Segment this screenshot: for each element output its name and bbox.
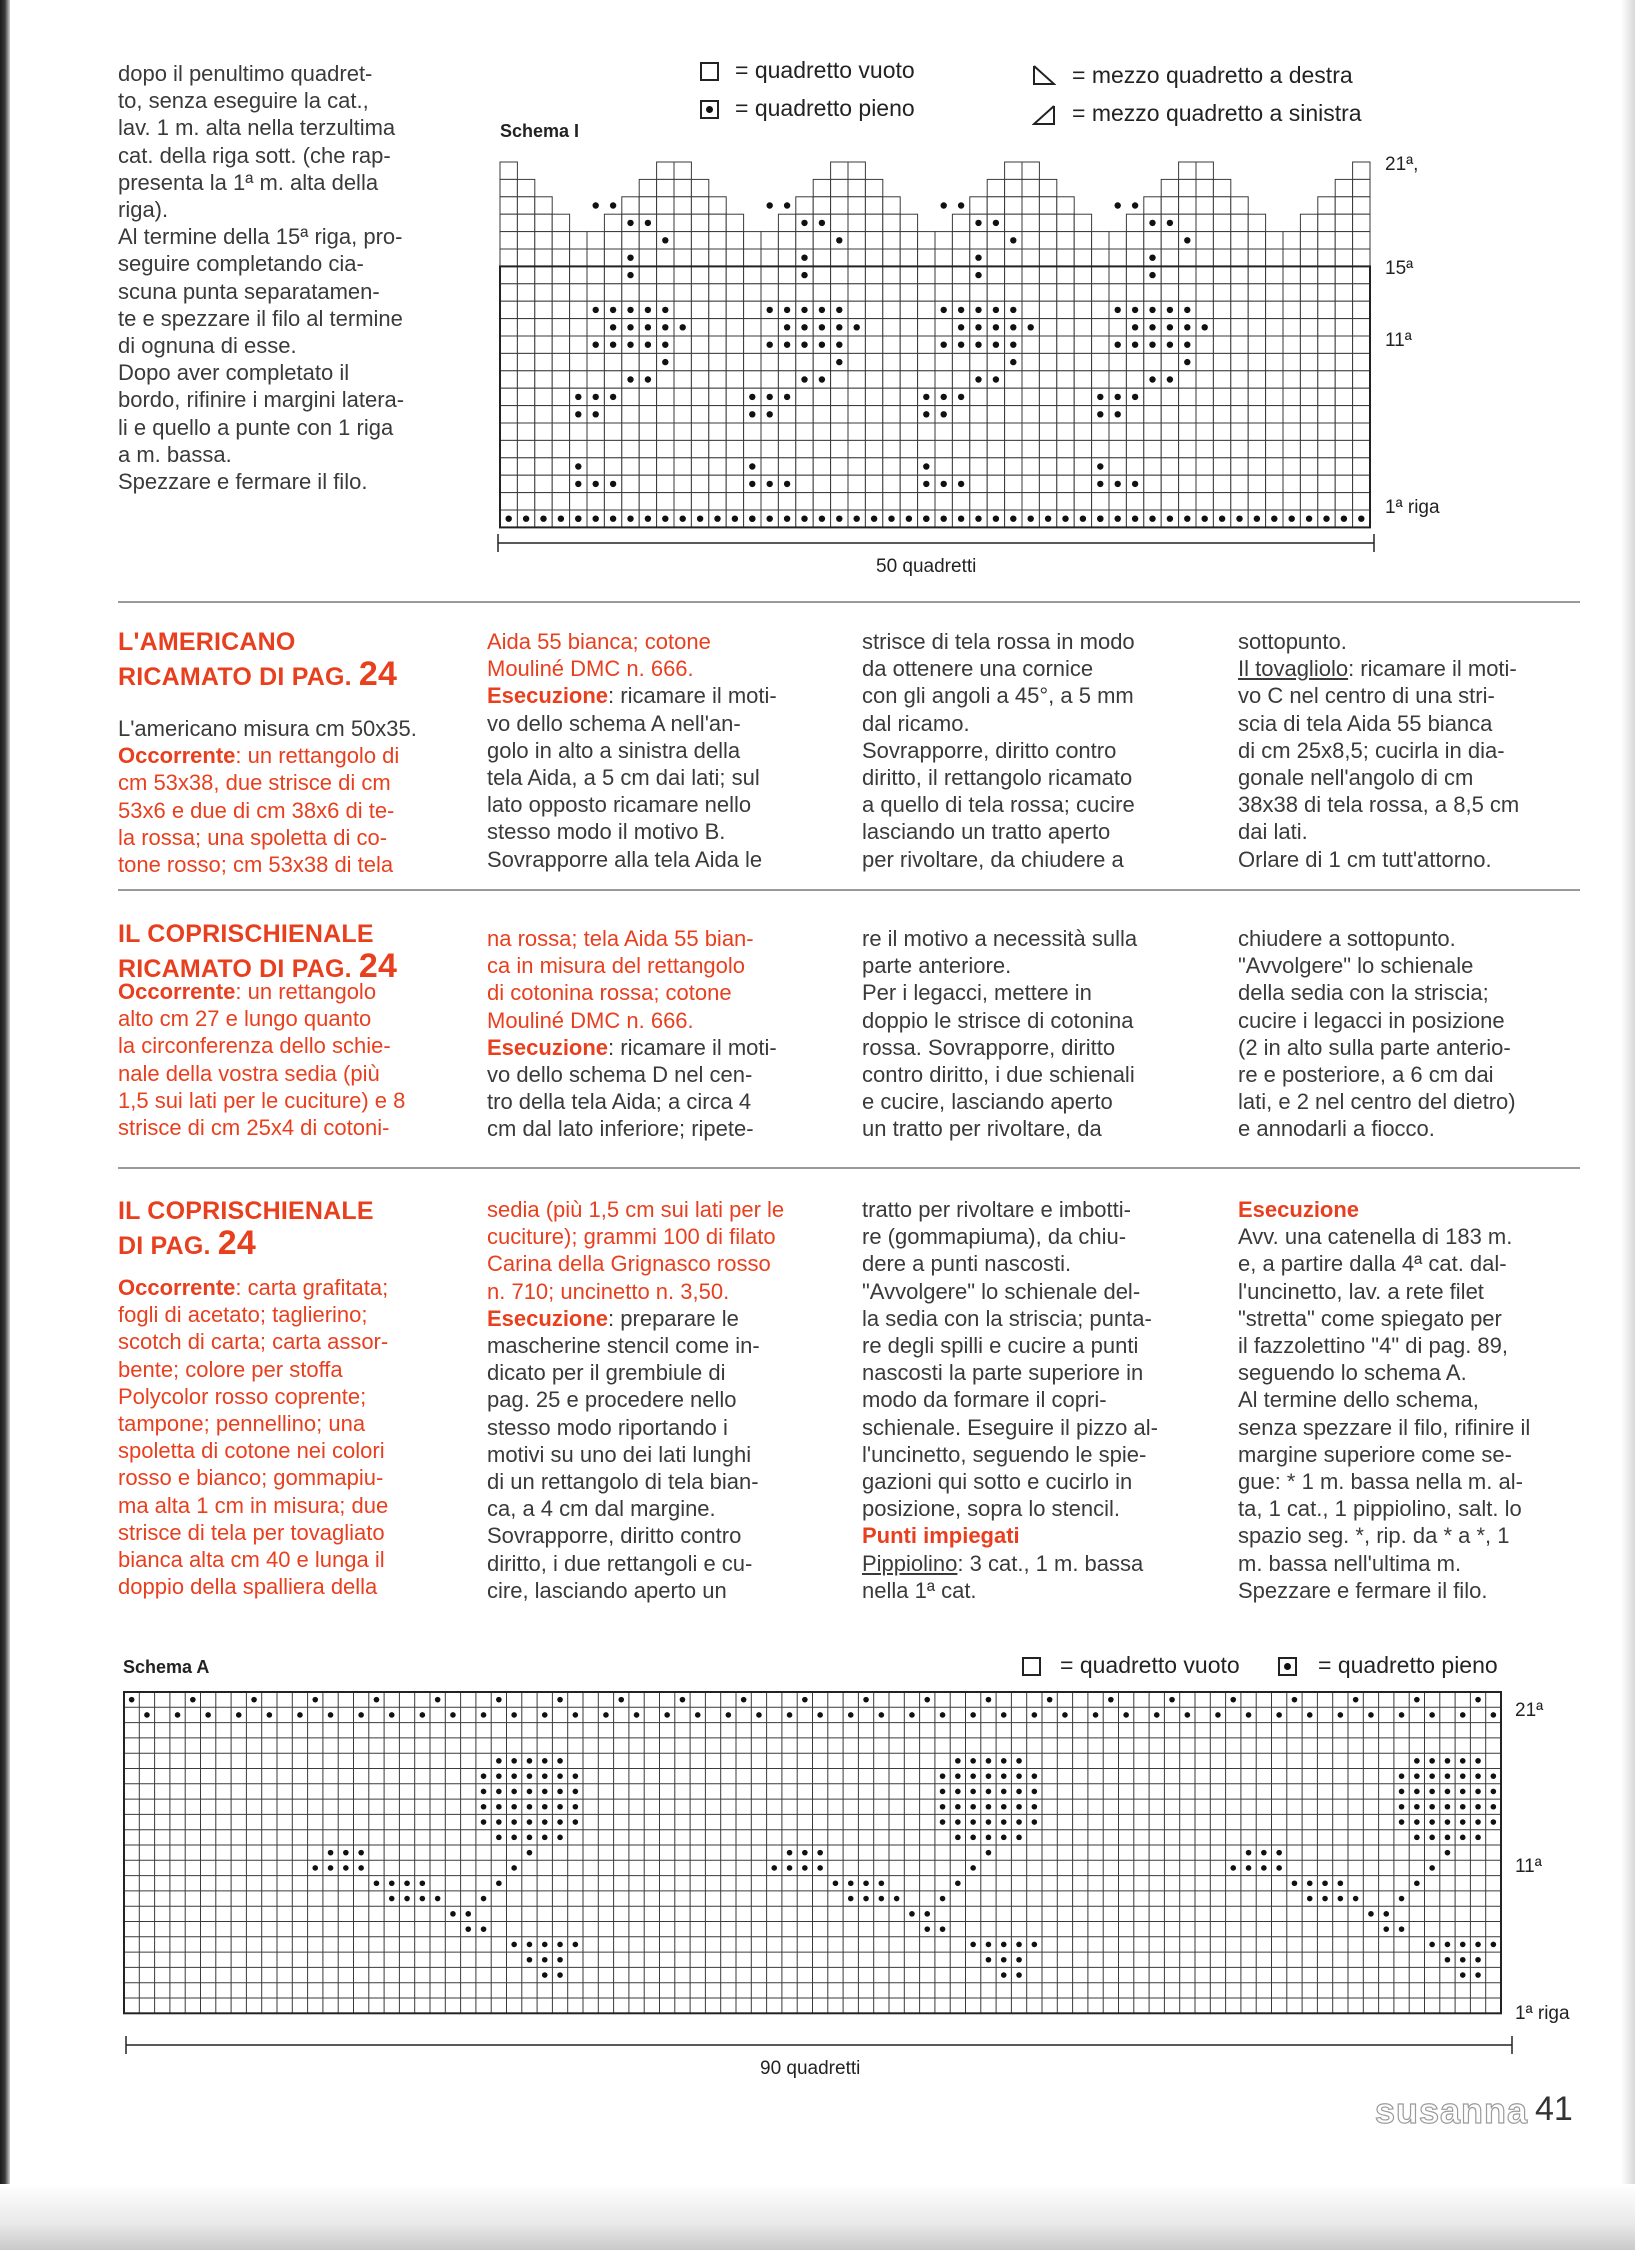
coprischienale2-col2: sedia (più 1,5 cm sui lati per le cuciture); grammi 100 di filato Carina della Grignasco rosso n. 710; uncinetto n. 3,50. Esecuzione: preparare le mascherine stencil come in- dicato per il grembiule di pag. 25 e procedere nello stesso modo riportando i motivi su uno dei lati lunghi di un rettangolo di tela bian- ca, a 4 cm dal margine. Sovrapporre, diritto contro diritto, i due rettangoli e cu- cire, lasciando aperto un [487, 1197, 785, 1603]
page-right-shadow [1621, 0, 1635, 2250]
schema-i-width-bar [496, 532, 1376, 554]
full-square-legend-icon [700, 100, 719, 119]
legend-empty: = quadretto vuoto [735, 57, 915, 83]
half-square-left-icon [1032, 104, 1056, 126]
schema-a-width-label: 90 quadretti [760, 2058, 861, 2079]
coprischienale1-col1: Occorrente: un rettangolo alto cm 27 e lungo quanto la circonferenza dello schie- nale della vostra sedia (più 1,5 sui lati per le cuciture) e 8 strisce di cm 25x4 di cotoni- [118, 979, 406, 1141]
schema-a-row-21: 21ª [1515, 1700, 1544, 1721]
schema-i-row-11: 11ª [1385, 330, 1412, 351]
schema-a-legend-full: = quadretto pieno [1318, 1652, 1498, 1678]
legend-half-left: = mezzo quadretto a sinistra [1072, 100, 1362, 126]
schema-i-row-21: 21ª, [1385, 154, 1419, 175]
page-number: 41 [1535, 2090, 1573, 2128]
schema-i-chart [490, 150, 1380, 530]
coprischienale2-col3: tratto per rivoltare e imbotti- re (gommapiuma), da chiu- dere a punti nascosti. "Avvolgere" lo schienale del- la sedia con la striscia; punta- re degli spilli e cucire a punti nascosti la parte superiore in modo da formare il copri- schienale. Eseguire il pizzo al- l'uncinetto, seguendo le spie- gazioni qui sotto e cucirlo in posizione, sopra lo stencil. Punti impiegati Pippiolino: 3 cat., 1 m. bassa nella 1ª cat. [862, 1197, 1158, 1603]
schema-i-width-label: 50 quadretti [876, 556, 977, 577]
section-divider [118, 889, 1580, 891]
legend-half-right: = mezzo quadretto a destra [1072, 62, 1353, 88]
schema-i-title: Schema I [500, 121, 580, 141]
schema-a-row-11: 11ª [1515, 1856, 1542, 1877]
half-square-right-icon [1032, 64, 1056, 86]
americano-col1: L'americano misura cm 50x35. Occorrente: un rettangolo di cm 53x38, due strisce di cm 53x6 e due di cm 38x6 di te- la rossa; una spoletta di co- tone rosso; cm 53x38 di tela [118, 716, 417, 878]
schema-a-width-bar [124, 2034, 1514, 2056]
full-square-legend-icon [1278, 1657, 1297, 1676]
section-divider [118, 601, 1580, 603]
coprischienale1-title: IL COPRISCHIENALE RICAMATO DI PAG. 24 [118, 920, 398, 985]
coprischienale2-col4: Esecuzione Avv. una catenella di 183 m. e, a partire dalla 4ª cat. dal- l'uncinetto, lav. a rete filet "stretta" come spiegato per il fazzolettino "4" di pag. 89, seguendo lo schema A. Al termine dello schema, senza spezzare il filo, rifinire il margine superiore come se- gue: * 1 m. bassa nella m. al- ta, 1 cat., 1 pippiolino, salt. lo spazio seg. *, rip. da * a *, 1 m. bassa nell'ultima m. Spezzare e fermare il filo. [1238, 1197, 1531, 1603]
schema-a-row-1: 1ª riga [1515, 2003, 1570, 2024]
coprischienale2-title: IL COPRISCHIENALE DI PAG. 24 [118, 1197, 374, 1262]
americano-title: L'AMERICANO RICAMATO DI PAG. 24 [118, 628, 398, 693]
empty-square-legend-icon [1022, 1657, 1041, 1676]
page-bottom-shadow [0, 2184, 1635, 2250]
americano-col4: sottopunto. Il tovagliolo: ricamare il moti- vo C nel centro di una stri- scia di tela Aida 55 bianca di cm 25x8,5; cucirla in dia- gonale nell'angolo di cm 38x38 di tela rossa, a 8,5 cm dai lati. Orlare di 1 cm tutt'attorno. [1238, 629, 1520, 872]
schema-i-row-15: 15ª [1385, 258, 1414, 279]
schema-a-title: Schema A [123, 1657, 210, 1677]
coprischienale1-col3: re il motivo a necessità sulla parte anteriore. Per i legacci, mettere in doppio le strisce di cotonina rossa. Sovrapporre, diritto contro diritto, i due schienali e cucire, lasciando aperto un tratto per rivoltare, da [862, 926, 1138, 1142]
legend-full: = quadretto pieno [735, 95, 915, 121]
intro-paragraph: dopo il penultimo quadret- to, senza eseguire la cat., lav. 1 m. alta nella terzultima cat. della riga sott. (che rap- presenta la 1ª m. alta della riga). Al termine della 15ª riga, pro- seguire completando cia- scuna punta separatamen- te e spezzare il filo al termine di ognuna di esse. Dopo aver completato il bordo, rifinire i margini latera- li e quello a punte con 1 riga a m. bassa. Spezzare e fermare il filo. [118, 61, 405, 495]
schema-a-chart [120, 1688, 1520, 2033]
schema-a-legend-empty: = quadretto vuoto [1060, 1652, 1240, 1678]
schema-i-row-1: 1ª riga [1385, 497, 1440, 518]
coprischienale1-col4: chiudere a sottopunto. "Avvolgere" lo schienale della sedia con la striscia; cucire i legacci in posizione (2 in alto sulla parte anterio- re e posteriore, a 6 cm dai lati, e 2 nel centro del dietro) e annodarli a fiocco. [1238, 926, 1516, 1142]
magazine-brand: susanna [1375, 2090, 1529, 2131]
page-binding-edge [0, 0, 10, 2250]
americano-col3: strisce di tela rossa in modo da ottenere una cornice con gli angoli a 45°, a 5 mm dal ricamo. Sovrapporre, diritto contro diritto, il rettangolo ricamato a quello di tela rossa; cucire lasciando un tratto aperto per rivoltare, da chiudere a [862, 629, 1135, 872]
empty-square-legend-icon [700, 62, 719, 81]
americano-col2: Aida 55 bianca; cotone Mouliné DMC n. 666. Esecuzione: ricamare il moti- vo dello schema A nell'an- golo in alto a sinistra della tela Aida, a 5 cm dai lati; sul lato opposto ricamare nello stesso modo il motivo B. Sovrapporre alla tela Aida le [487, 629, 777, 872]
coprischienale1-col2: na rossa; tela Aida 55 bian- ca in misura del rettangolo di cotonina rossa; cotone Mouliné DMC n. 666. Esecuzione: ricamare il moti- vo dello schema D nel cen- tro della tela Aida; a circa 4 cm dal lato inferiore; ripete- [487, 926, 777, 1142]
coprischienale2-col1: Occorrente: carta grafitata; fogli di acetato; taglierino; scotch di carta; carta assor- bente; colore per stoffa Polycolor rosso coprente; tampone; pennellino; una spoletta di cotone nei colori rosso e bianco; gommapiu- ma alta 1 cm in misura; due strisce di tela per tovagliato bianca alta cm 40 e lunga il doppio della spalliera della [118, 1275, 389, 1600]
section-divider [118, 1167, 1580, 1169]
